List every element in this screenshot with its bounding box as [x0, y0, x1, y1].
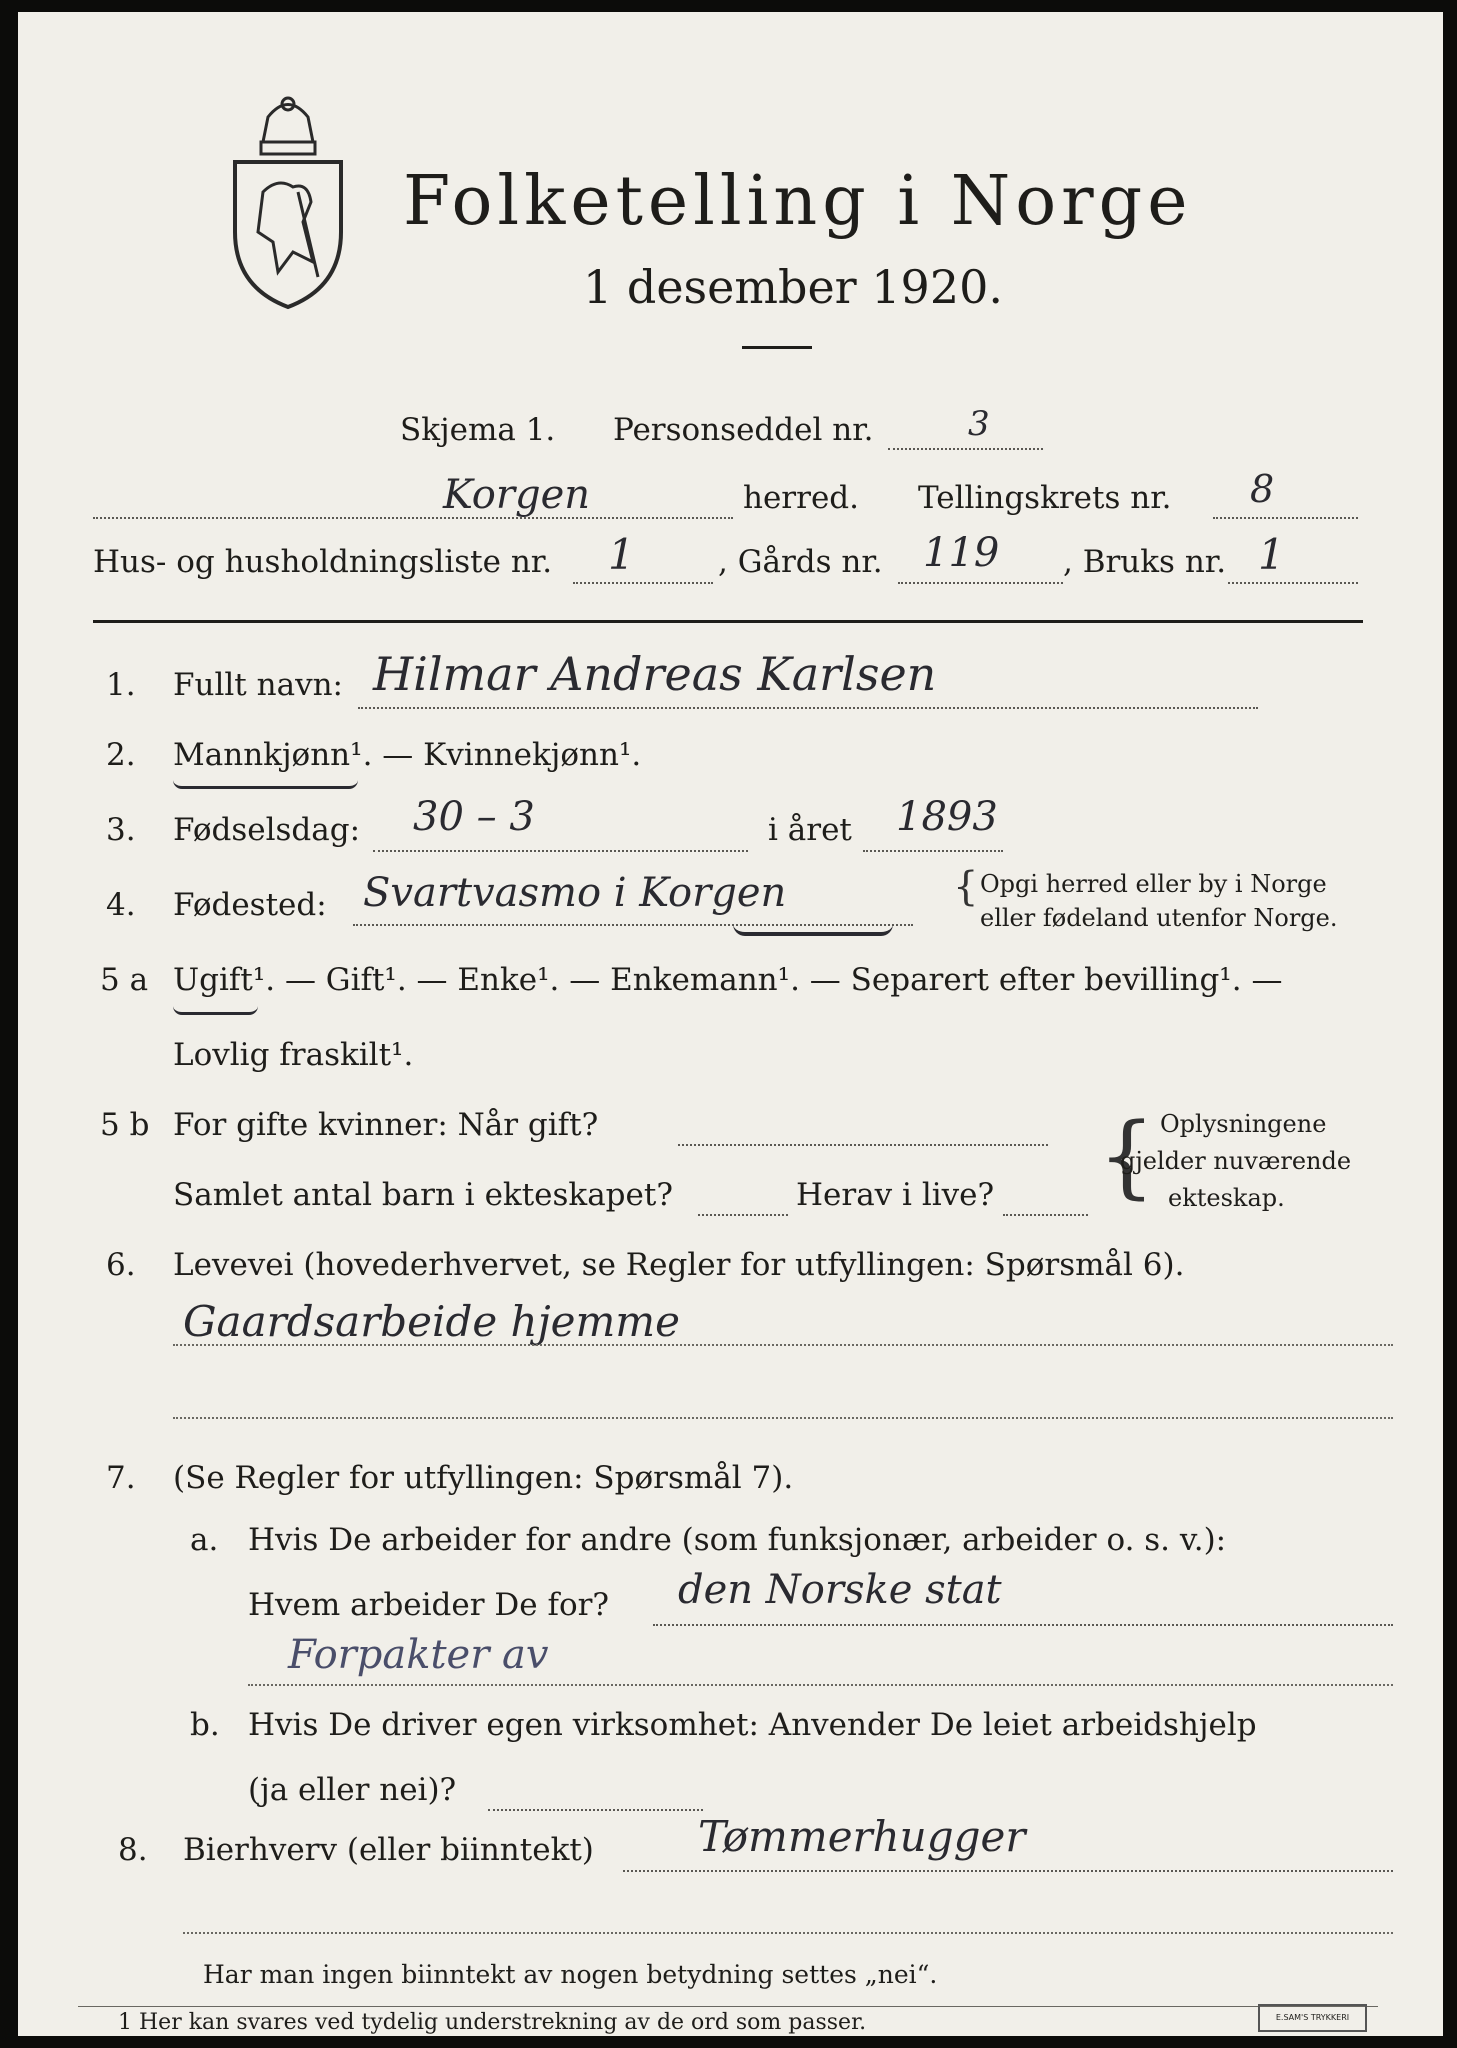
- q5a-label-2: Lovlig fraskilt¹.: [173, 1037, 414, 1073]
- personseddel-value: 3: [968, 404, 990, 444]
- q6-line-2: [173, 1417, 1393, 1419]
- q4-underline-mark: [733, 924, 893, 936]
- q6-line-1: [173, 1344, 1393, 1346]
- q5b-label-2: Samlet antal barn i ekteskapet?: [173, 1177, 673, 1213]
- q8-label: Bierhverv (eller biinntekt): [183, 1832, 594, 1868]
- tellingskrets-line: [1213, 517, 1358, 519]
- q4-note-line1: Opgi herred eller by i Norge: [980, 870, 1327, 898]
- q3-number: 3.: [106, 812, 136, 848]
- q8-line-2: [183, 1932, 1393, 1934]
- skjema-label: Skjema 1.: [400, 412, 556, 448]
- footer-note: Har man ingen biinntekt av nogen betydning settes „nei“.: [203, 1960, 938, 1989]
- q7b-label-2: (ja eller nei)?: [248, 1772, 457, 1808]
- q5a-underline-mark: [173, 1006, 258, 1015]
- footnote: 1 Her kan svares ved tydelig understrekning av de ord som passer.: [118, 2010, 867, 2035]
- q5b-note-line1: Oplysningene: [1160, 1110, 1327, 1138]
- coat-of-arms-icon: [223, 92, 353, 312]
- q7b-letter: b.: [190, 1707, 220, 1743]
- bruks-line: [1228, 582, 1358, 584]
- footnote-rule: [78, 2006, 1378, 2007]
- q3-year-value: 1893: [896, 794, 998, 840]
- q3-line: [373, 850, 748, 852]
- q6-value: Gaardsarbeide hjemme: [183, 1297, 680, 1346]
- q8-value: Tømmerhugger: [698, 1812, 1026, 1861]
- q5a-number: 5 a: [100, 962, 149, 998]
- q7-number: 7.: [106, 1460, 136, 1496]
- header-rule: [93, 620, 1363, 623]
- q5b-note-line3: ekteskap.: [1168, 1184, 1285, 1212]
- q3-label: Fødselsdag:: [173, 812, 361, 848]
- q2-label: Mannkjønn¹. — Kvinnekjønn¹.: [173, 737, 642, 773]
- q5b-label-3: Herav i live?: [796, 1177, 995, 1213]
- q1-value: Hilmar Andreas Karlsen: [373, 647, 937, 701]
- q2-number: 2.: [106, 737, 136, 773]
- form-date: 1 desember 1920.: [583, 260, 1003, 314]
- q3-year-line: [863, 850, 1003, 852]
- q5b-married-line: [678, 1144, 1048, 1146]
- q8-line-1: [623, 1870, 1393, 1872]
- printer-stamp: E.SAM'S TRYKKERI: [1258, 2004, 1367, 2032]
- herred-label: herred.: [743, 480, 859, 516]
- q6-label: Levevei (hovederhvervet, se Regler for utfyllingen: Spørsmål 6).: [173, 1247, 1185, 1283]
- q1-label: Fullt navn:: [173, 667, 343, 703]
- q2-underline-mark: [173, 780, 358, 789]
- q7-label: (Se Regler for utfyllingen: Spørsmål 7).: [173, 1460, 794, 1496]
- q4-label: Fødested:: [173, 887, 327, 923]
- q7a-label-2: Hvem arbeider De for?: [248, 1587, 610, 1623]
- q7a-letter: a.: [190, 1522, 219, 1558]
- q5a-label: Ugift¹. — Gift¹. — Enke¹. — Enkemann¹. — Separert efter bevilling¹. —: [173, 962, 1283, 998]
- herred-value: Korgen: [443, 472, 591, 518]
- q7a-label: Hvis De arbeider for andre (som funksjonær, arbeider o. s. v.):: [248, 1522, 1227, 1558]
- q4-note-brace: {: [953, 864, 979, 910]
- q1-number: 1.: [106, 667, 136, 703]
- census-form: [18, 12, 1443, 2036]
- q5b-children-line: [698, 1214, 788, 1216]
- q4-number: 4.: [106, 887, 136, 923]
- q8-number: 8.: [118, 1832, 148, 1868]
- bruks-value: 1: [1258, 530, 1285, 579]
- q5b-alive-line: [1003, 1214, 1088, 1216]
- q5b-note-line2: gjelder nuværende: [1120, 1147, 1352, 1175]
- husliste-label: Hus- og husholdningsliste nr.: [93, 544, 553, 580]
- q7a-line-1: [653, 1624, 1393, 1626]
- husliste-value: 1: [608, 530, 635, 579]
- q1-line: [358, 707, 1258, 709]
- q3-year-label: i året: [768, 812, 852, 848]
- husliste-line: [573, 582, 713, 584]
- personseddel-line: [888, 448, 1043, 450]
- tellingskrets-label: Tellingskrets nr.: [918, 480, 1172, 516]
- tellingskrets-value: 8: [1250, 467, 1275, 511]
- q7a-value-2: Forpakter av: [288, 1632, 549, 1678]
- q3-value: 30 – 3: [413, 794, 535, 840]
- q4-note-line2: eller fødeland utenfor Norge.: [980, 904, 1338, 932]
- q6-number: 6.: [106, 1247, 136, 1283]
- q5b-label: For gifte kvinner: Når gift?: [173, 1107, 599, 1143]
- q5b-note-brace: {: [1098, 1104, 1156, 1209]
- q7b-label: Hvis De driver egen virksomhet: Anvender De leiet arbeidshjelp: [248, 1707, 1257, 1743]
- q7b-line: [488, 1809, 703, 1811]
- herred-line: [93, 517, 733, 519]
- title-divider: [742, 346, 812, 349]
- personseddel-label: Personseddel nr.: [613, 412, 874, 448]
- q7a-value: den Norske stat: [678, 1567, 1002, 1613]
- gards-value: 119: [923, 530, 1000, 576]
- q4-value: Svartvasmo i Korgen: [363, 870, 787, 916]
- gards-label: , Gårds nr.: [718, 544, 883, 580]
- gards-line: [898, 582, 1063, 584]
- q5b-number: 5 b: [100, 1107, 150, 1143]
- q7a-line-2: [248, 1684, 1393, 1686]
- form-title: Folketelling i Norge: [403, 162, 1193, 241]
- bruks-label: , Bruks nr.: [1063, 544, 1227, 580]
